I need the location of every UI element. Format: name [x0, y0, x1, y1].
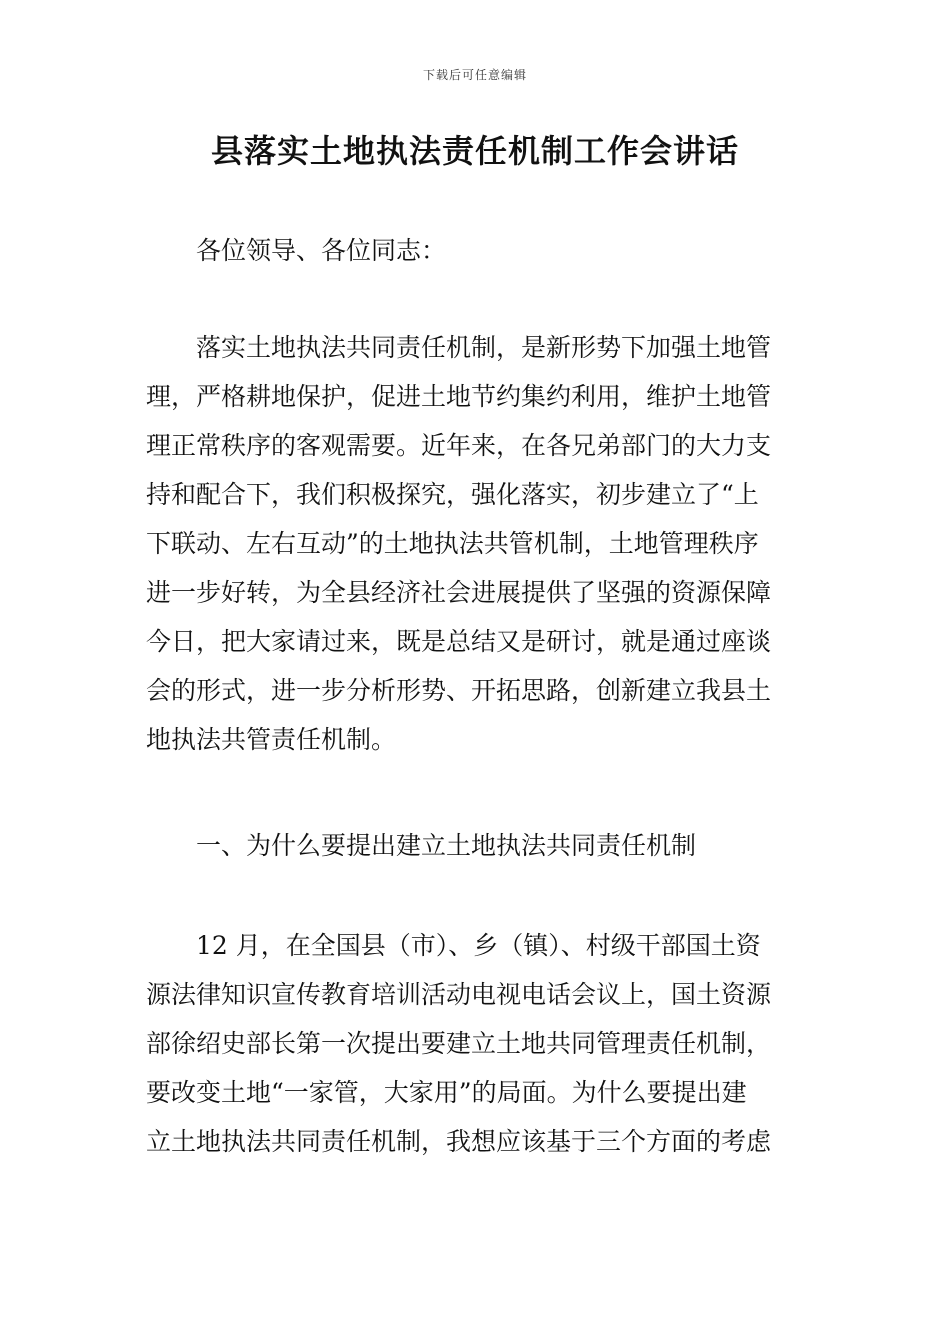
paragraph-line: 理，严格耕地保护，促进土地节约集约利用，维护土地管 [146, 382, 772, 411]
paragraph-line: 12 月，在全国县（市）、乡（镇）、村级干部国土资 [196, 931, 761, 960]
salutation: 各位领导、各位同志： [196, 236, 447, 265]
paragraph-line: 会的形式，进一步分析形势、开拓思路，创新建立我县土 [146, 676, 772, 705]
paragraph-line: 落实土地执法共同责任机制，是新形势下加强土地管 [196, 333, 772, 362]
paragraph-line: 今日，把大家请过来，既是总结又是研讨，就是通过座谈 [146, 627, 772, 656]
document-title: 县落实土地执法责任机制工作会讲话 [210, 132, 739, 170]
paragraph-line: 理正常秩序的客观需要。近年来，在各兄弟部门的大力支 [146, 431, 772, 460]
paragraph-line: 要改变土地“一家管，大家用”的局面。为什么要提出建 [146, 1078, 747, 1107]
paragraph-intro [146, 323, 808, 764]
paragraph-section-1 [146, 921, 808, 1166]
paragraph-line: 立土地执法共同责任机制，我想应该基于三个方面的考虑 [146, 1127, 772, 1156]
paragraph-line: 源法律知识宣传教育培训活动电视电话会议上，国土资源 [146, 980, 772, 1009]
section-heading-1: 一、为什么要提出建立土地执法共同责任机制 [196, 831, 697, 860]
paragraph-line: 部徐绍史部长第一次提出要建立土地共同管理责任机制， [146, 1029, 772, 1058]
download-editable-note: 下载后可任意编辑 [422, 68, 527, 82]
paragraph-line: 进一步好转，为全县经济社会进展提供了坚强的资源保障 [146, 578, 772, 607]
paragraph-line: 下联动、左右互动”的土地执法共管机制，土地管理秩序 [146, 529, 759, 558]
paragraph-line: 持和配合下，我们积极探究，强化落实，初步建立了“上 [146, 480, 759, 509]
paragraph-line: 地执法共管责任机制。 [146, 725, 397, 754]
